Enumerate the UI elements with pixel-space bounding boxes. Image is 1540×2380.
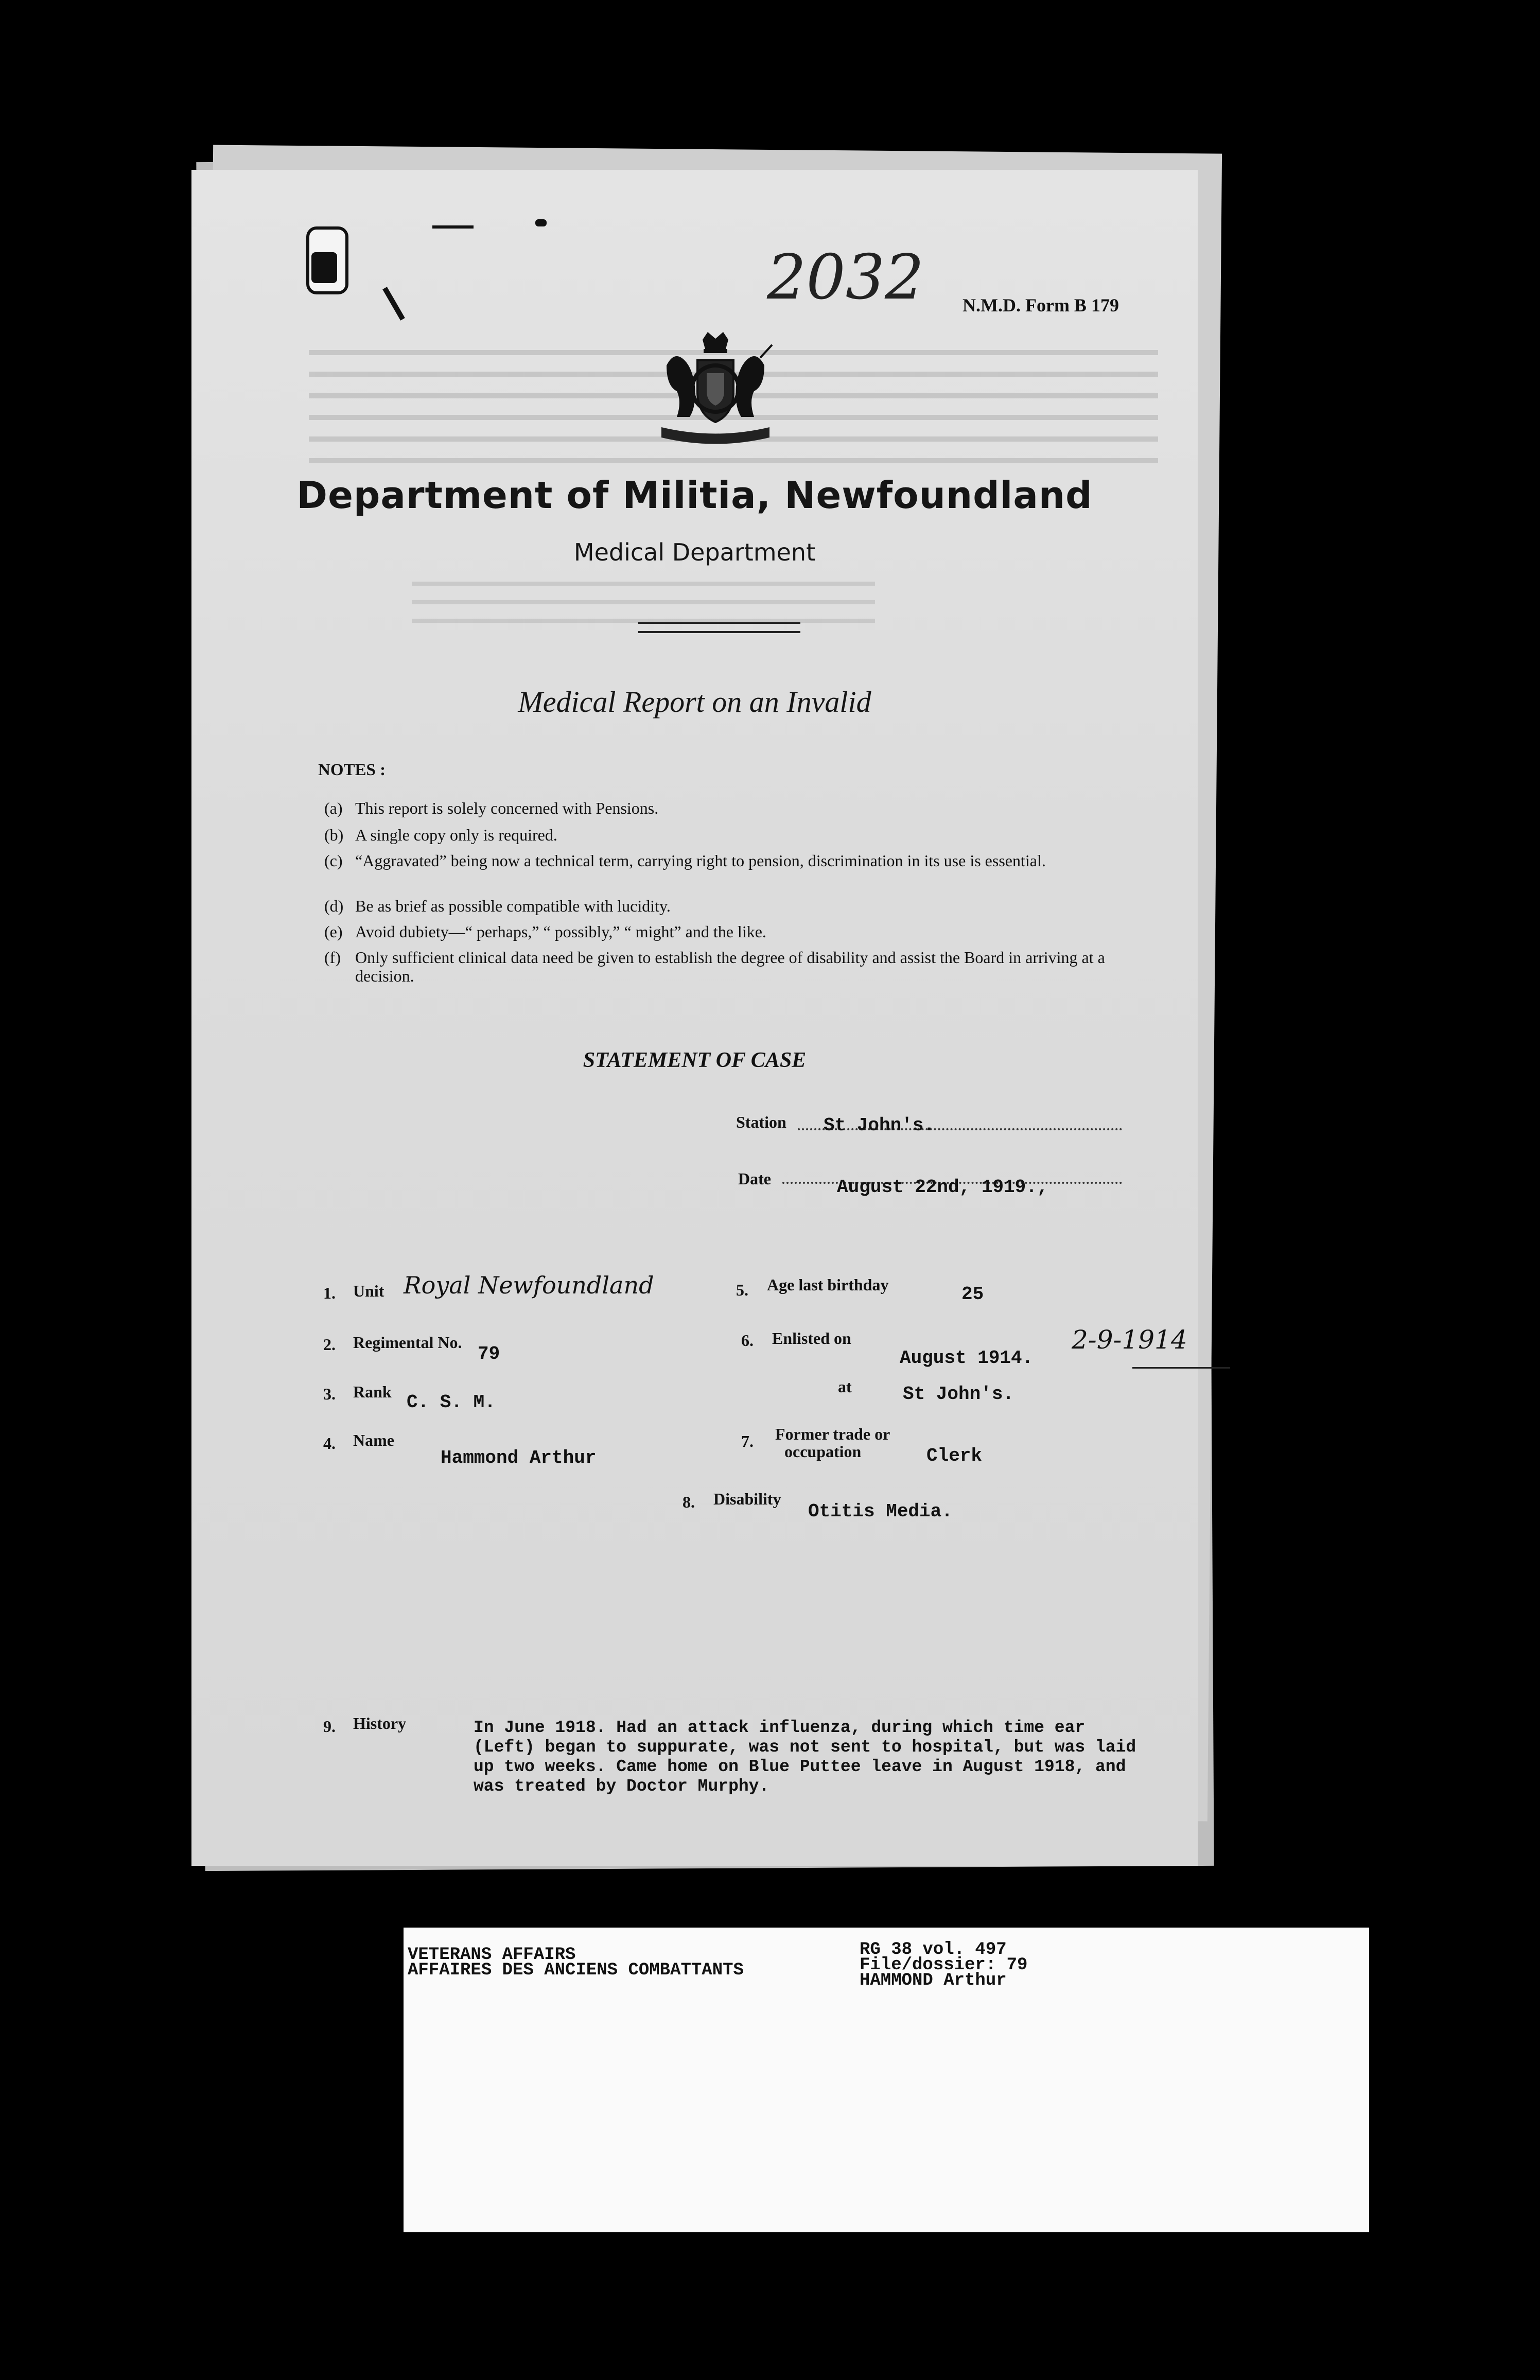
note-text: “Aggravated” being now a technical term, carrying right to pension, discrimination in its use is essential. xyxy=(355,851,1046,870)
notes-heading: NOTES : xyxy=(318,761,386,779)
note-item xyxy=(324,948,1148,989)
station-value: St John's. xyxy=(824,1115,935,1136)
enlisted-label: Enlisted on xyxy=(772,1329,851,1347)
archive-label-line: VETERANS AFFAIRS xyxy=(408,1945,576,1965)
enlisted-at-label: at xyxy=(838,1377,852,1396)
coat-of-arms-icon xyxy=(646,329,785,448)
regimental-no-label: Regimental No. xyxy=(353,1333,462,1352)
bleed-through xyxy=(412,582,875,623)
former-trade-number: 7. xyxy=(741,1432,754,1450)
disability-label: Disability xyxy=(713,1490,781,1508)
note-text: This report is solely concerned with Pensions. xyxy=(355,799,659,817)
file-number: 2032 xyxy=(767,242,924,313)
ink-mark xyxy=(535,219,547,226)
statement-heading: STATEMENT OF CASE xyxy=(583,1048,807,1072)
enlisted-at-value: St John's. xyxy=(903,1384,1014,1405)
disability-number: 8. xyxy=(682,1493,695,1511)
note-item xyxy=(324,922,1148,943)
note-item xyxy=(324,897,1148,917)
note-text: Avoid dubiety—“ perhaps,” “ possibly,” “ might” and the like. xyxy=(355,922,766,941)
note-label: (f) xyxy=(324,948,341,967)
note-label: (c) xyxy=(324,851,343,870)
note-item xyxy=(324,826,1148,846)
date-label: Date xyxy=(738,1169,771,1188)
station-label: Station xyxy=(736,1113,786,1131)
department-title: Department of Militia, Newfoundland xyxy=(296,474,1093,517)
age-value: 25 xyxy=(961,1284,984,1305)
unit-value: Royal Newfoundland xyxy=(404,1271,654,1299)
note-text: Only sufficient clinical data need be given to establish the degree of disability and assist the Board in arriving at a decision. xyxy=(355,948,1105,985)
history-label: History xyxy=(353,1714,407,1732)
enlisted-annotation: 2-9-1914 xyxy=(1072,1325,1187,1355)
note-label: (e) xyxy=(324,922,343,941)
name-value: Hammond Arthur xyxy=(441,1447,597,1468)
note-item xyxy=(324,799,1148,819)
name-label: Name xyxy=(353,1431,394,1449)
age-number: 5. xyxy=(736,1281,748,1299)
disability-value: Otitis Media. xyxy=(808,1501,953,1522)
department-subtitle: Medical Department xyxy=(573,538,816,566)
age-label: Age last birthday xyxy=(767,1275,889,1294)
former-trade-label: occupation xyxy=(784,1442,862,1461)
history-number: 9. xyxy=(323,1717,336,1736)
regimental-no-value: 79 xyxy=(478,1343,500,1364)
former-trade-value: Clerk xyxy=(926,1445,983,1466)
note-label: (b) xyxy=(324,826,344,844)
archive-reference: File/dossier: 79 xyxy=(860,1955,1028,1975)
enlisted-value: August 1914. xyxy=(900,1347,1034,1369)
rank-label: Rank xyxy=(353,1382,392,1401)
unit-label: Unit xyxy=(353,1282,384,1300)
note-text: A single copy only is required. xyxy=(355,826,557,844)
rank-number: 3. xyxy=(323,1385,336,1403)
paper-clip-mark xyxy=(311,252,337,283)
report-title: Medical Report on an Invalid xyxy=(518,685,871,719)
archive-label-line: AFFAIRES DES ANCIENS COMBATTANTS xyxy=(408,1961,744,1980)
date-value: August 22nd, 1919., xyxy=(837,1177,1048,1198)
history-value: In June 1918. Had an attack influenza, during which time ear (Left) began to suppurate, was not sent to hospital, but was laid up two weeks. Came home on Blue Puttee leave in August 1918, and was treated by Doctor Murphy. xyxy=(474,1718,1136,1796)
name-number: 4. xyxy=(323,1434,336,1452)
rank-value: C. S. M. xyxy=(407,1392,496,1413)
note-text: Be as brief as possible compatible with lucidity. xyxy=(355,897,671,915)
enlisted-annotation-underline xyxy=(1132,1367,1230,1369)
note-label: (d) xyxy=(324,897,344,915)
former-trade-label: Former trade or xyxy=(775,1425,890,1443)
unit-number: 1. xyxy=(323,1284,336,1302)
note-item xyxy=(324,851,1148,892)
note-label: (a) xyxy=(324,799,343,817)
regimental-no-number: 2. xyxy=(323,1335,336,1354)
enlisted-number: 6. xyxy=(741,1331,754,1350)
archive-reference: RG 38 vol. 497 xyxy=(860,1940,1007,1959)
double-rule xyxy=(638,622,800,633)
archive-reference: HAMMOND Arthur xyxy=(860,1971,1007,1990)
ink-mark xyxy=(432,225,474,229)
form-number: N.M.D. Form B 179 xyxy=(962,295,1119,316)
